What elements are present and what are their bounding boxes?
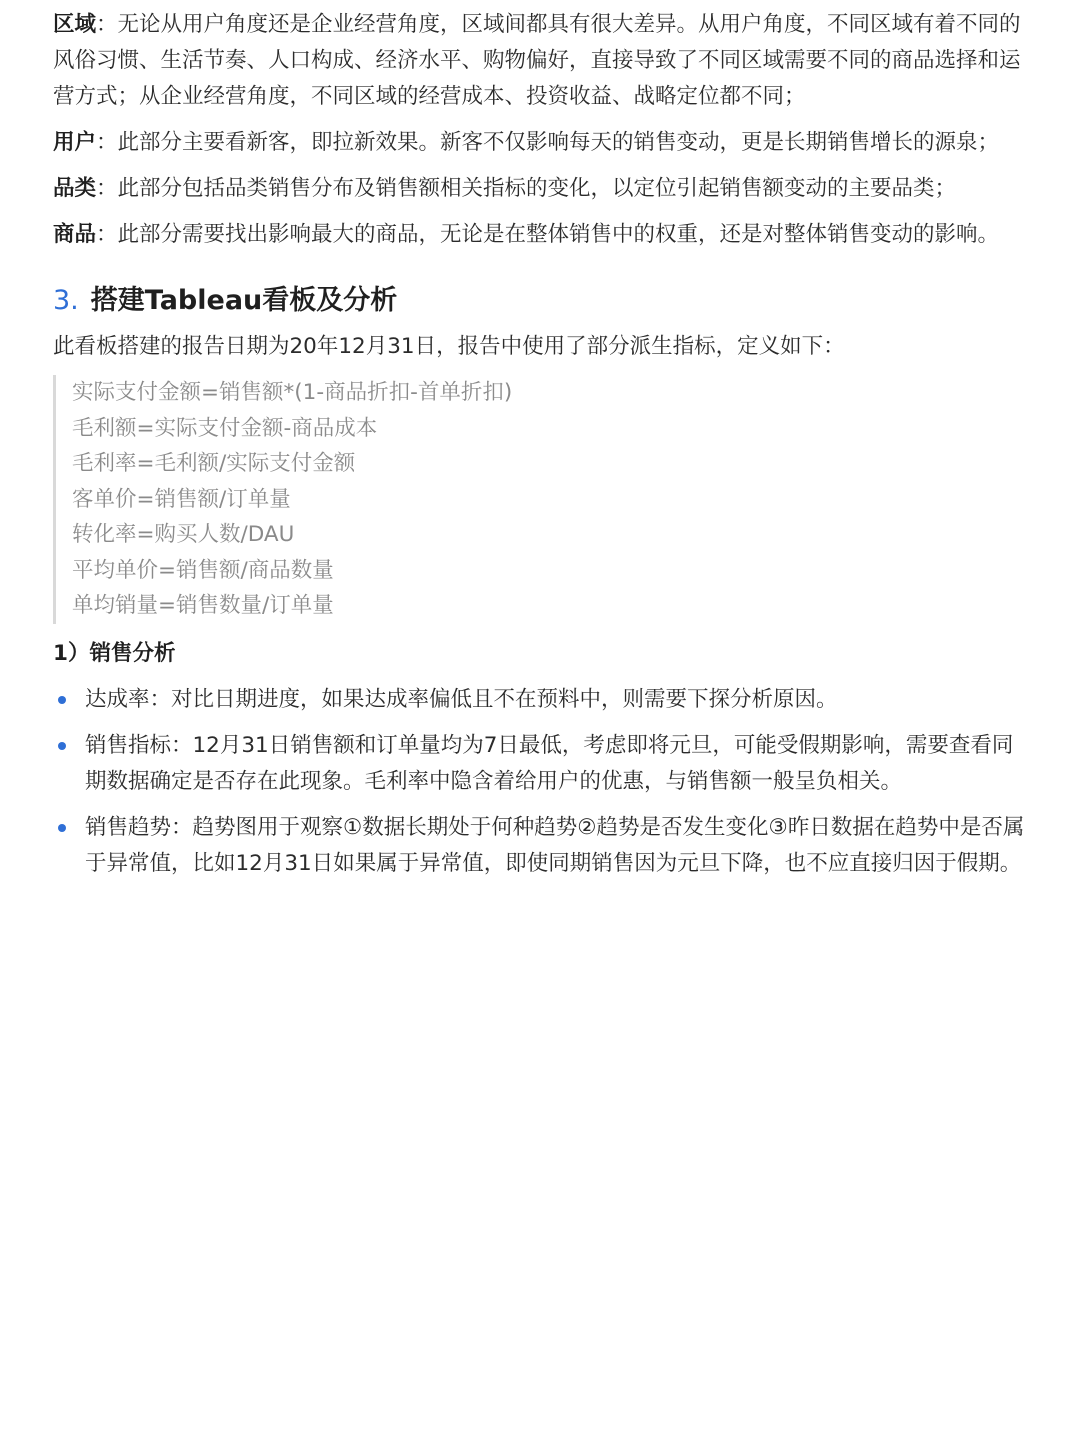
paragraph-region-label: 区域	[53, 12, 97, 37]
bullet-list	[53, 682, 1026, 882]
subsection-title: 1）销售分析	[53, 640, 176, 666]
list-item	[53, 728, 1026, 800]
definitions-blockquote	[53, 375, 1026, 624]
list-item-text: 达成率：对比日期进度，如果达成率偏低且不在预料中，则需要下探分析原因。	[85, 686, 838, 712]
list-item-text: 销售趋势：趋势图用于观察①数据长期处于何种趋势②趋势是否发生变化③昨日数据在趋势中是否属于异常值，比如12月31日如果属于异常值，即使同期销售因为元旦下降，也不应直接归因于假期。	[85, 814, 1025, 876]
definition-item: 转化率=购买人数/DAU	[72, 522, 295, 547]
bullet-dot-icon	[58, 696, 66, 704]
paragraph-goods-text: ：此部分需要找出影响最大的商品，无论是在整体销售中的权重，还是对整体销售变动的影响。	[96, 222, 1000, 247]
definition-item: 实际支付金额=销售额*(1-商品折扣-首单折扣)	[72, 380, 513, 405]
paragraph-category	[53, 171, 1026, 207]
paragraph-user-label: 用户	[53, 130, 97, 155]
paragraph-category-text: ：此部分包括品类销售分布及销售额相关指标的变化，以定位引起销售额变动的主要品类；	[96, 176, 957, 201]
paragraph-region	[53, 0, 1026, 115]
paragraph-category-label: 品类	[53, 176, 97, 201]
definition-item: 毛利率=毛利额/实际支付金额	[72, 451, 356, 476]
section-heading	[53, 279, 1026, 323]
paragraph-goods	[53, 217, 1026, 253]
section-intro: 此看板搭建的报告日期为20年12月31日，报告中使用了部分派生指标，定义如下：	[53, 334, 845, 359]
list-item-text: 销售指标：12月31日销售额和订单量均为7日最低，考虑即将元旦，可能受假期影响，需要查看同期数据确定是否存在此现象。毛利率中隐含着给用户的优惠，与销售额一般呈负相关。	[85, 732, 1014, 794]
definition-item: 客单价=销售额/订单量	[72, 486, 291, 512]
paragraph-goods-label: 商品	[53, 222, 97, 247]
paragraph-user-text: ：此部分主要看新客，即拉新效果。新客不仅影响每天的销售变动，更是长期销售增长的源泉；	[96, 130, 1000, 155]
section-title: 搭建Tableau看板及分析	[90, 285, 398, 316]
list-item	[53, 810, 1026, 882]
paragraph-region-text: ：无论从用户角度还是企业经营角度，区域间都具有很大差异。从用户角度，不同区域有着不同的风俗习惯、生活节奏、人口构成、经济水平、购物偏好，直接导致了不同区域需要不同的商品选择和运营方式；从企业经营角度，不同区域的经营成本、投资收益、战略定位都不同；	[53, 12, 1021, 109]
bullet-dot-icon	[58, 742, 66, 750]
definition-item: 平均单价=销售额/商品数量	[72, 557, 334, 583]
list-item	[53, 682, 1026, 718]
definition-item: 单均销量=销售数量/订单量	[72, 593, 334, 618]
section-number: 3.	[53, 285, 79, 316]
paragraph-user	[53, 125, 1026, 161]
definition-item: 毛利额=实际支付金额-商品成本	[72, 415, 378, 441]
bullet-dot-icon	[58, 824, 66, 832]
